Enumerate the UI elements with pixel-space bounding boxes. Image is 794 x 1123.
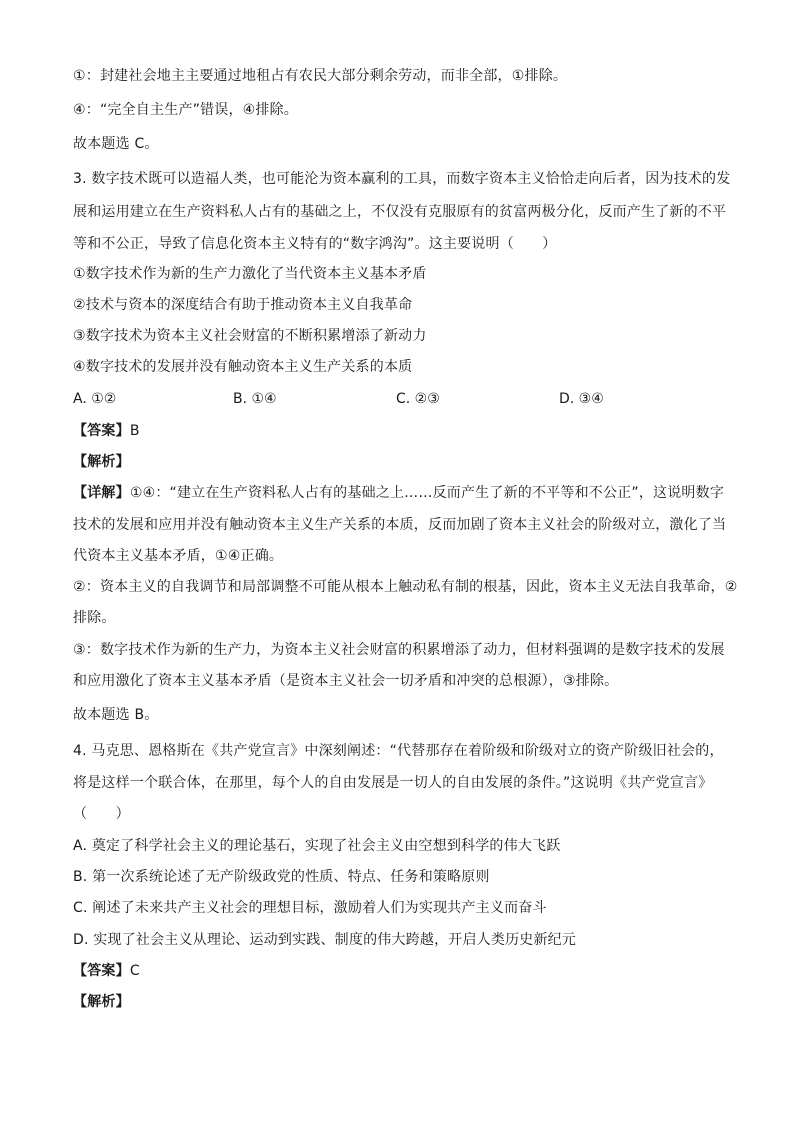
answer-label: 【答案】 — [73, 423, 130, 439]
detail-label: 【详解】 — [73, 485, 130, 501]
answer-value: C — [129, 963, 140, 979]
q3-statement: ①数字技术作为新的生产力激化了当代资本主义基本矛盾 — [73, 266, 427, 282]
q3-stem-line: 3. 数字技术既可以造福人类，也可能沦为资本赢利的工具，而数字资本主义恰恰走向后者，因为技术的发 — [73, 171, 731, 187]
q3-detail-line: 代资本主义基本矛盾，①④正确。 — [73, 548, 284, 564]
q3-option-c: C. ②③ — [396, 391, 440, 407]
q3-detail-line: 和应用激化了资本主义基本矛盾（是资本主义社会一切矛盾和冲突的总根源），③排除。 — [73, 673, 619, 689]
prev-conclusion: 故本题选 C。 — [73, 136, 159, 152]
q3-option-d: D. ③④ — [559, 391, 604, 407]
q4-answer — [73, 961, 140, 981]
q4-option-c: C. 阐述了未来共产主义社会的理想目标，激励着人们为实现共产主义而奋斗 — [73, 900, 547, 916]
q4-stem-line: （ ） — [73, 806, 130, 822]
prev-analysis-line: ④：“完全自主生产”错误，④排除。 — [73, 102, 299, 118]
q3-option-a: A. ①② — [73, 391, 117, 407]
q3-statement: ④数字技术的发展并没有触动资本主义生产关系的本质 — [73, 359, 413, 375]
q3-option-b: B. ①④ — [233, 391, 277, 407]
q4-option-b: B. 第一次系统论述了无产阶级政党的性质、特点、任务和策略原则 — [73, 869, 490, 885]
answer-value: B — [129, 423, 140, 439]
q4-stem-line: 4. 马克思、恩格斯在《共产党宣言》中深刻阐述：“代替那存在着阶级和阶级对立的资产阶级旧社会的， — [73, 743, 724, 759]
q3-detail-line: ③：数字技术作为新的生产力，为资本主义社会财富的积累增添了动力，但材料强调的是数字技术的发展 — [73, 642, 725, 658]
q3-detail-line: ②：资本主义的自我调节和局部调整不可能从根本上触动私有制的根基，因此，资本主义无法自我革命，② — [73, 579, 738, 595]
q3-stem-line: 等和不公正，导致了信息化资本主义特有的“数字鸿沟”。这主要说明（ ） — [73, 236, 557, 252]
q3-statement: ③数字技术为资本主义社会财富的不断积累增添了新动力 — [73, 328, 427, 344]
q3-answer — [73, 421, 140, 441]
q4-analysis-label: 【解析】 — [73, 994, 130, 1010]
q3-detail-line: 排除。 — [73, 610, 116, 626]
prev-analysis-line: ①：封建社会地主主要通过地租占有农民大部分剩余劳动，而非全部，①排除。 — [73, 68, 568, 84]
detail-text: ①④：“建立在生产资料私人占有的基础之上……反而产生了新的不平等和不公正”，这说明数字 — [129, 485, 725, 501]
q3-conclusion: 故本题选 B。 — [73, 707, 159, 723]
q3-analysis-label: 【解析】 — [73, 454, 130, 470]
answer-label: 【答案】 — [73, 963, 130, 979]
q4-option-a: A. 奠定了科学社会主义的理论基石，实现了社会主义由空想到科学的伟大飞跃 — [73, 838, 561, 854]
q3-stem-line: 展和运用建立在生产资料私人占有的基础之上，不仅没有克服原有的贫富两极分化，反而产生了新的不平 — [73, 204, 727, 220]
q4-option-d: D. 实现了社会主义从理论、运动到实践、制度的伟大跨越，开启人类历史新纪元 — [73, 932, 577, 948]
q3-detail-line — [73, 483, 724, 503]
q4-stem-line: 将是这样一个联合体，在那里，每个人的自由发展是一切人的自由发展的条件。”这说明《共产党宣言》 — [73, 775, 713, 791]
q3-statement: ②技术与资本的深度结合有助于推动资本主义自我革命 — [73, 297, 413, 313]
q3-detail-line: 技术的发展和应用并没有触动资本主义生产关系的本质，反而加剧了资本主义社会的阶级对立，激化了当 — [73, 517, 727, 533]
